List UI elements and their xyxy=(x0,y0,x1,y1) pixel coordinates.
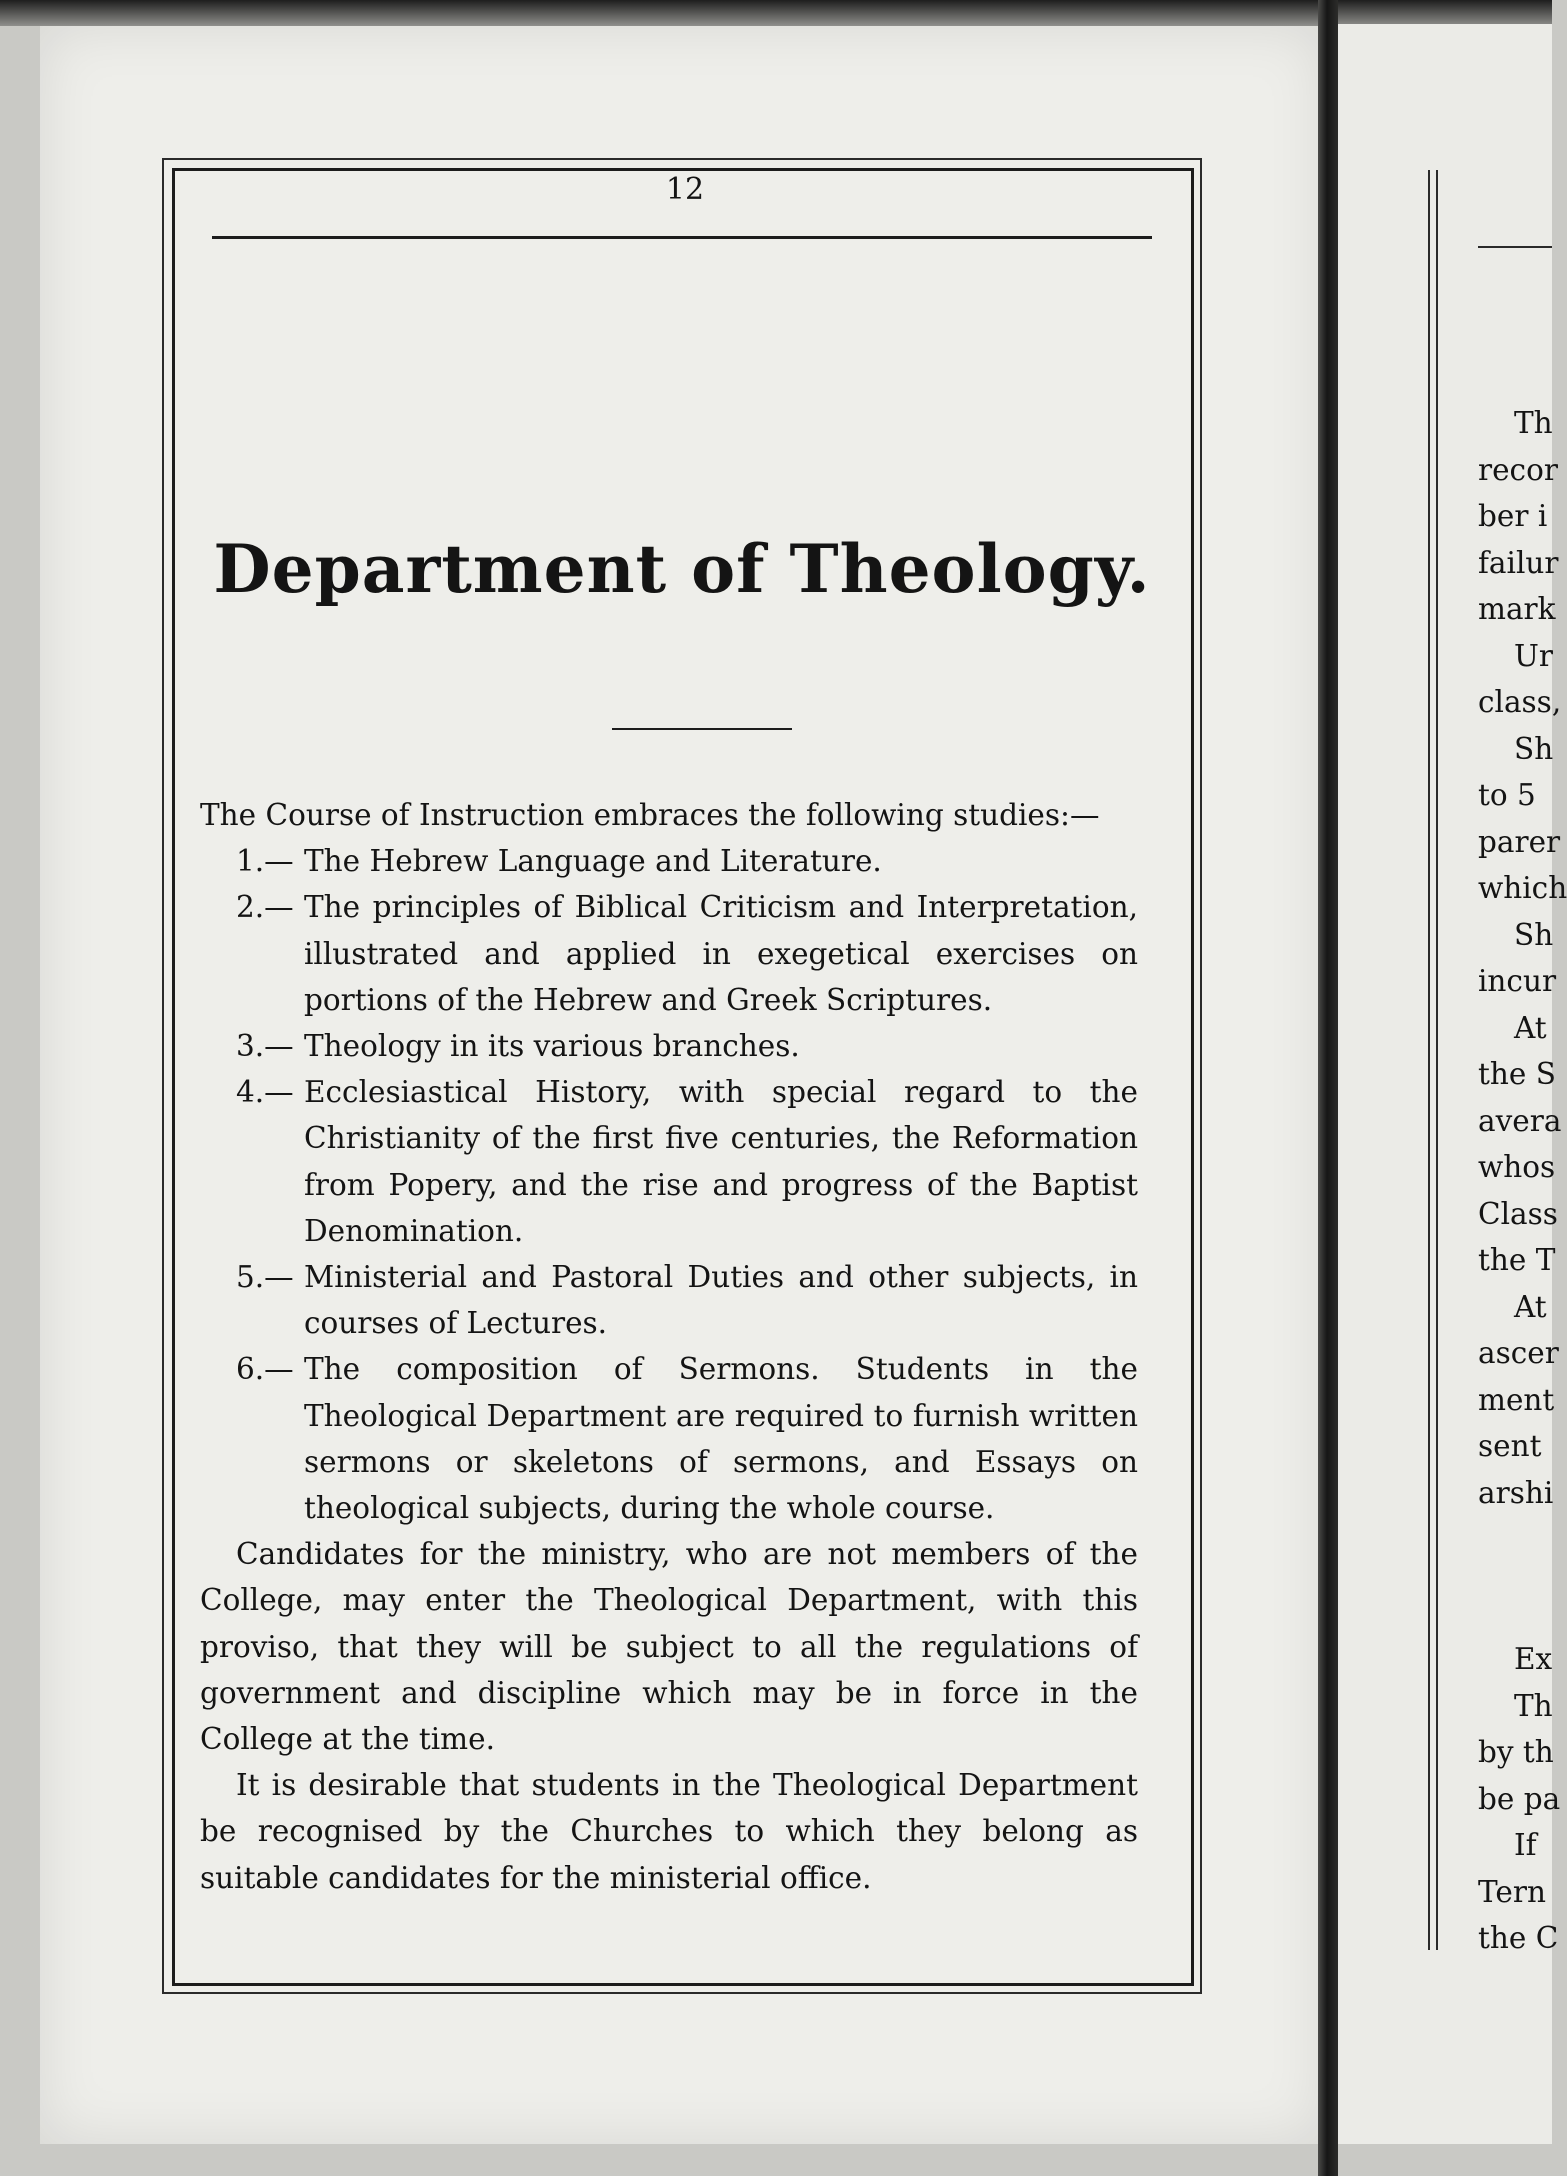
right-page-line: be pa xyxy=(1478,1781,1561,1816)
right-page-line: Th xyxy=(1514,406,1553,440)
right-page-header-rule xyxy=(1478,246,1552,248)
list-item-text: Theology in its various branches. xyxy=(304,1029,800,1064)
page-number: 12 xyxy=(665,172,705,207)
right-page-line: the T xyxy=(1478,1243,1556,1277)
header-rule xyxy=(212,236,1152,239)
right-page-line: ber i xyxy=(1478,499,1548,533)
list-item-number: 6.— xyxy=(236,1352,294,1387)
list-item xyxy=(200,1069,1144,1254)
list-item-number: 2.— xyxy=(236,890,294,925)
list-item xyxy=(200,838,1144,884)
list-item-text: Ecclesiastical History, with special regard to the Christianity of the first five centuries, the Reformation from Popery, and the rise and progress of the Baptist Denomination. xyxy=(304,1075,1138,1248)
list-item-text: The composition of Sermons. Students in the Theological Department are required to furnish written sermons or skeletons of sermons, and Essays on theological subjects, during the whole course. xyxy=(304,1352,1138,1526)
list-item xyxy=(200,1254,1144,1346)
right-page-line: avera xyxy=(1478,1103,1562,1138)
right-page-line: to 5 xyxy=(1478,778,1536,812)
right-page-line: recor xyxy=(1478,452,1558,487)
right-page-line: parer xyxy=(1478,824,1561,859)
list-item xyxy=(200,884,1144,1023)
heading-rule xyxy=(612,728,792,730)
right-page-line: the S xyxy=(1478,1057,1556,1091)
right-page-line: which xyxy=(1478,871,1567,905)
right-page-line: At xyxy=(1514,1010,1547,1045)
right-page-line: mark xyxy=(1478,592,1556,626)
right-page-line: ascer xyxy=(1478,1336,1559,1370)
list-item-text: The Hebrew Language and Literature. xyxy=(304,844,882,879)
book-gutter xyxy=(1318,0,1338,2176)
candidates-paragraph: Candidates for the ministry, who are not members of the College, may enter the Theological Department, with this proviso, that they will be subject to all the regulations of government and discipline which may be in force in the College at the time. xyxy=(200,1537,1138,1757)
right-page-line: the C xyxy=(1478,1921,1559,1955)
intro-text: The Course of Instruction embraces the following studies:— xyxy=(200,798,1100,832)
right-page-line: Class xyxy=(1478,1196,1558,1231)
right-page-line: arshi xyxy=(1478,1475,1554,1510)
right-page-line: sent xyxy=(1478,1429,1542,1463)
right-page-line: At xyxy=(1514,1289,1547,1324)
right-page-line: Sh xyxy=(1514,731,1554,766)
right-page-line: by th xyxy=(1478,1735,1554,1769)
list-item-number: 3.— xyxy=(236,1029,294,1064)
list-item xyxy=(200,1023,1144,1069)
right-page-border xyxy=(1428,170,1438,1950)
right-page-line: ment xyxy=(1478,1382,1555,1417)
right-page-line: If xyxy=(1514,1828,1537,1862)
list-item xyxy=(200,1346,1144,1531)
right-page-line: incur xyxy=(1478,964,1557,998)
list-item-number: 4.— xyxy=(236,1075,294,1110)
right-page-line: Th xyxy=(1514,1688,1553,1723)
right-page-line: Tern xyxy=(1478,1874,1546,1909)
right-page-line: class, xyxy=(1478,685,1562,719)
list-item-text: Ministerial and Pastoral Duties and other subjects, in courses of Lectures. xyxy=(304,1260,1138,1341)
right-page-line: Ur xyxy=(1514,638,1553,673)
list-item-text: The principles of Biblical Criticism and Interpretation, illustrated and applied in exegetical exercises on portions of the Hebrew and Greek Scriptures. xyxy=(304,890,1138,1017)
recognition-paragraph: It is desirable that students in the Theological Department be recognised by the Churches to which they belong as suitable candidates for the ministerial office. xyxy=(200,1768,1138,1895)
body-text xyxy=(200,792,1144,1901)
list-item-number: 5.— xyxy=(236,1260,294,1295)
right-page-line: whos xyxy=(1478,1150,1556,1184)
right-page-line: failur xyxy=(1478,545,1559,580)
right-page-line: Sh xyxy=(1514,917,1554,952)
section-heading: Department of Theology. xyxy=(213,530,1151,608)
right-page-text-fragments xyxy=(1478,400,1567,1962)
studies-list xyxy=(200,838,1144,1531)
right-page-line: Ex xyxy=(1514,1642,1553,1676)
list-item-number: 1.— xyxy=(236,844,294,879)
